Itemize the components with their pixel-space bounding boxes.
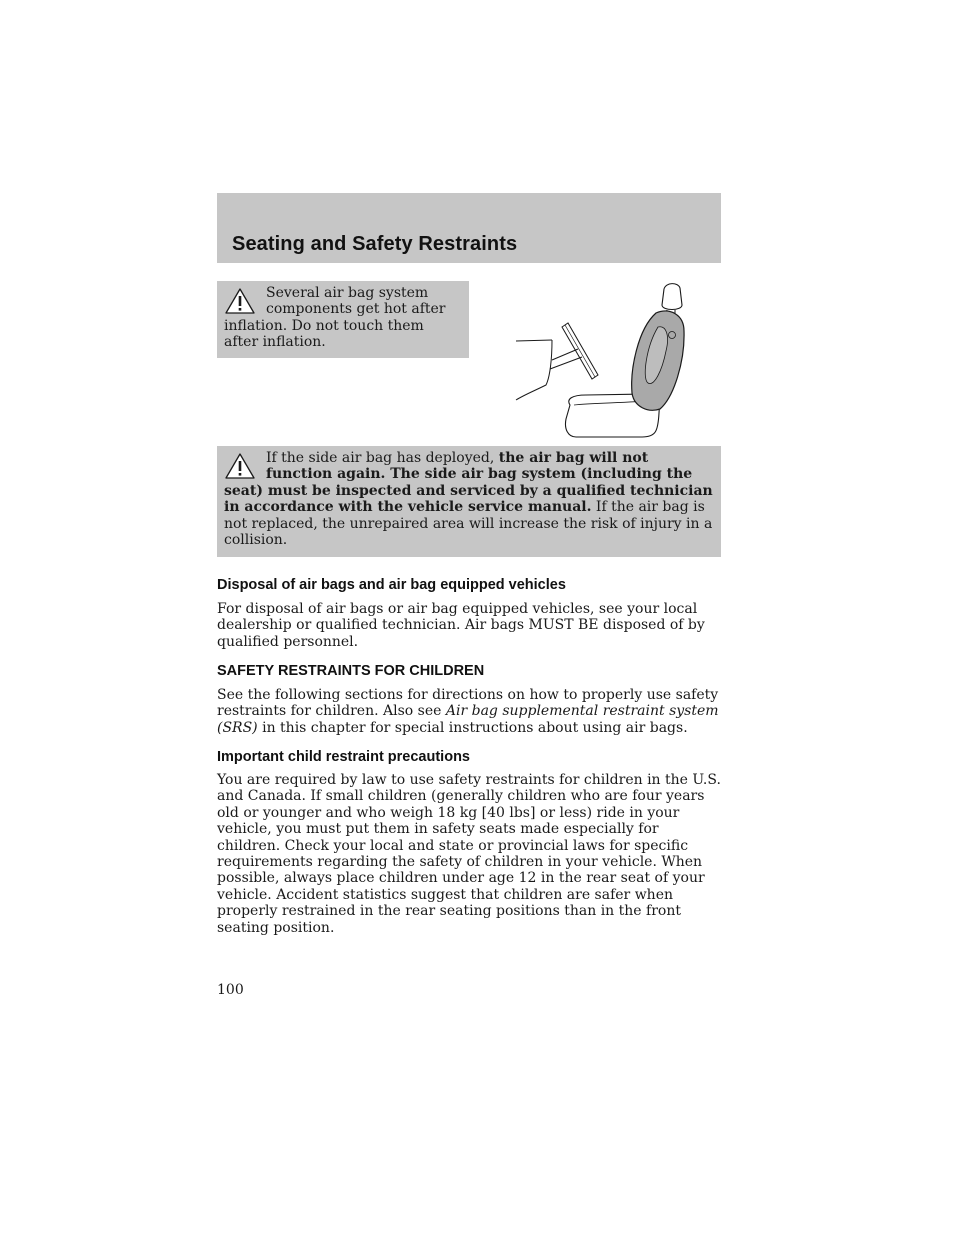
warning-text-intro: If the side air bag has deployed, (266, 450, 499, 466)
children-body-start: See the following sections for directions on how to properly use safety restraints for children. Also see (217, 687, 719, 720)
warning-triangle-icon (224, 287, 256, 315)
seat-side-airbag-illustration (512, 279, 692, 441)
children-restraints-body (217, 687, 723, 736)
warning-text-bold: the air bag will not function again. The side air bag system (including the seat) must be inspected and serviced by a qualified technician in accordance with the vehicle service manual. (224, 450, 713, 516)
precautions-heading: Important child restraint precautions (217, 749, 470, 765)
warning-text (224, 450, 714, 548)
chapter-header-band (217, 193, 721, 263)
warning-box-hot-components (217, 281, 469, 358)
children-body-end: in this chapter for special instructions about using air bags. (257, 719, 688, 736)
disposal-heading: Disposal of air bags and air bag equipped vehicles (217, 577, 566, 593)
chapter-title: Seating and Safety Restraints (232, 233, 518, 255)
warning-triangle-icon (224, 452, 256, 480)
page-number: 100 (217, 982, 244, 998)
precautions-body: You are required by law to use safety restraints for children in the U.S. and Canada. If small children (generally children who are four years old or younger and who weigh 18 kg [40 lbs] or less) ride in your vehicle, you must put them in safety seats made especially for children. Check your local and state or provincial laws for specific requirements regarding the safety of children in your vehicle. When possible, always place children under age 12 in the rear seat of your vehicle. Accident statistics suggest that children are safer when properly restrained in the rear seating positions than in the front seating position. (217, 772, 721, 936)
children-restraints-heading: SAFETY RESTRAINTS FOR CHILDREN (217, 663, 485, 679)
warning-text-rest: If the air bag is not replaced, the unrepaired area will increase the risk of injury in a collision. (224, 499, 713, 549)
srs-cross-reference: Air bag supplemental restraint system (SRS) (217, 703, 719, 736)
warning-text: Several air bag system components get hot after inflation. Do not touch them after inflation. (224, 285, 446, 351)
disposal-body: For disposal of air bags or air bag equipped vehicles, see your local dealership or qualified technician. Air bags MUST BE disposed of by qualified personnel. (217, 601, 705, 650)
warning-box-side-airbag-deployed (217, 446, 721, 557)
